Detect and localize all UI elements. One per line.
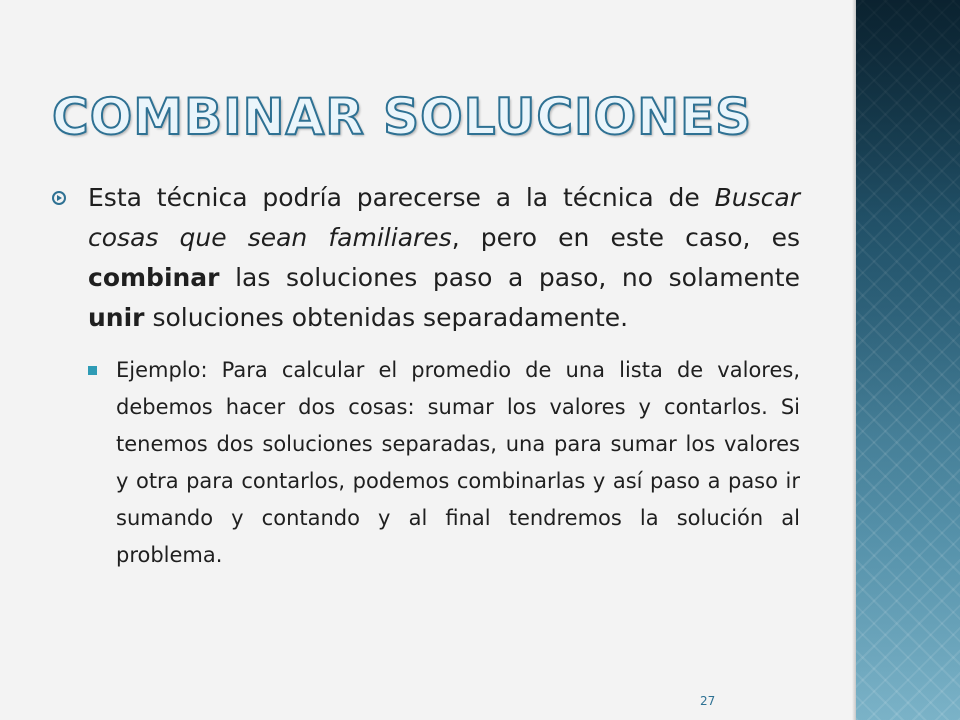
side-decoration-panel	[856, 0, 960, 720]
square-bullet-icon	[88, 366, 97, 375]
bullet-text-italic: Buscar cosas que sean familiares	[88, 183, 800, 252]
subbullet-item	[88, 352, 800, 574]
slide-title: COMBINAR SOLUCIONES	[52, 88, 753, 146]
bullet-text-part1: Esta técnica podría parecerse a la técnica de	[88, 183, 715, 212]
page-number: 27	[700, 694, 716, 708]
bullet-text-part2: , pero en este caso, es	[451, 223, 800, 252]
subbullet-text: Ejemplo: Para calcular el promedio de una lista de valores, debemos hacer dos cosas: sumar los valores y contarlos. Si tenemos dos soluciones separadas, una para sumar los valores y otra para contarlos, podemos combinarlas y así paso a paso ir sumando y contando y al final tendremos la solución al problema.	[116, 358, 800, 567]
slide-content	[52, 178, 800, 574]
circled-arrow-icon	[52, 191, 66, 205]
side-panel-shadow	[852, 0, 856, 720]
bullet-text-bold-unir: unir	[88, 303, 145, 332]
bullet-text-part3: las soluciones paso a paso, no solamente	[219, 263, 800, 292]
bullet-text-bold-combinar: combinar	[88, 263, 220, 292]
bullet-text-part4: soluciones obtenidas separadamente.	[144, 303, 629, 332]
bullet-item	[52, 178, 800, 338]
